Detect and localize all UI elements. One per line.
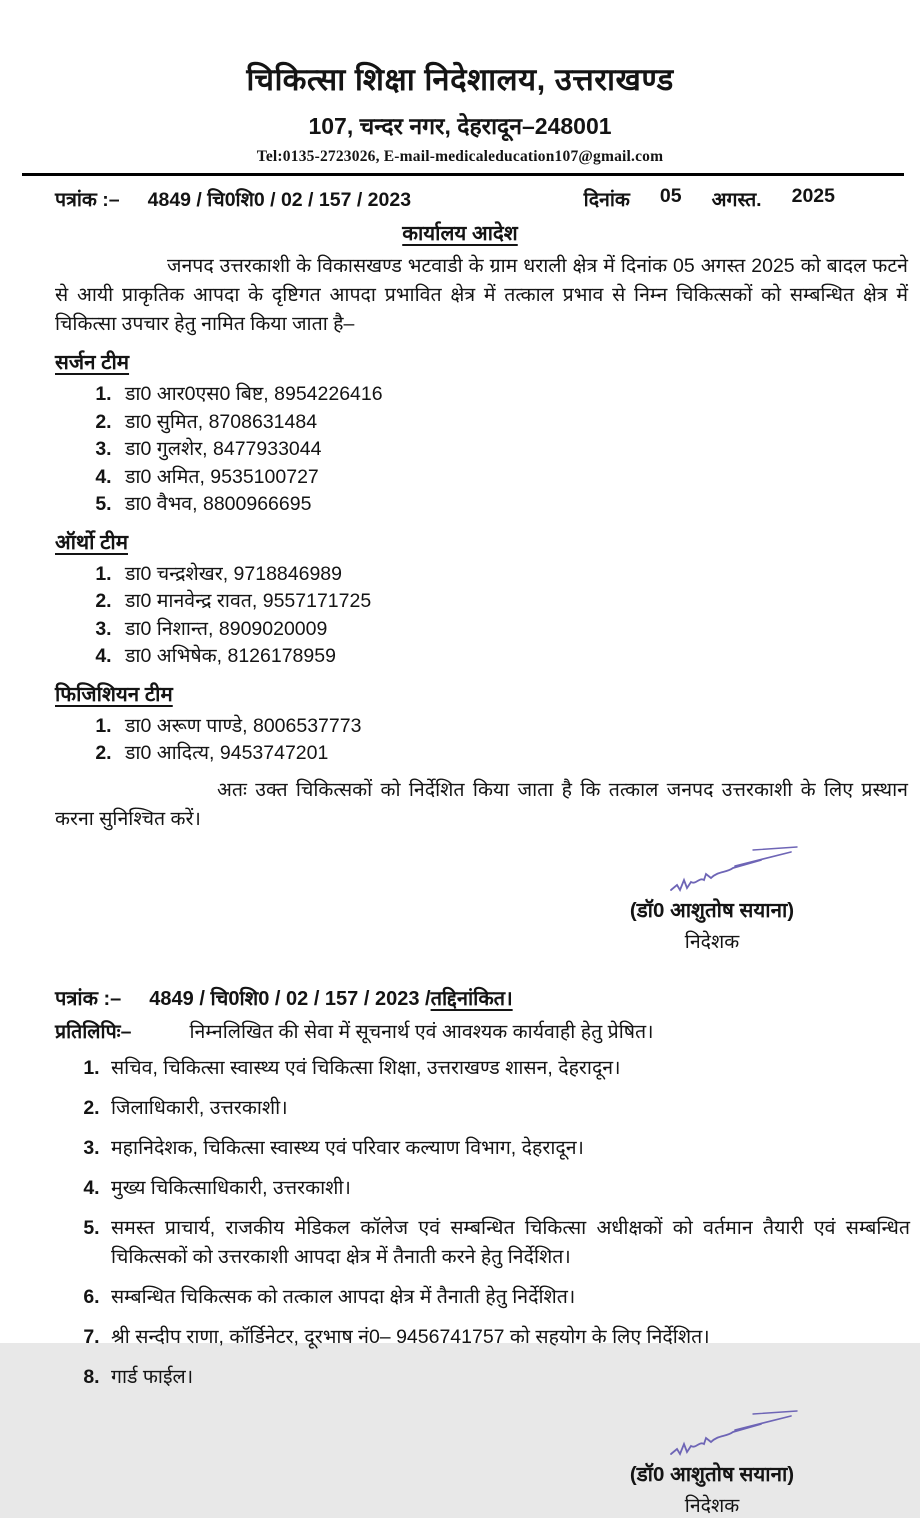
recipient-list [55, 1054, 910, 1392]
signature-block-top [582, 844, 842, 954]
team-member-list [55, 561, 920, 671]
team-member-list [55, 713, 920, 768]
team-heading: सर्जन टीम [55, 351, 130, 374]
recipient-item: 4. मुख्य चिकित्साधिकारी, उत्तरकाशी। [105, 1174, 910, 1203]
organization-contact: Tel:0135-2723026, E-mail-medicaleducation107@gmail.com [256, 148, 664, 165]
team-section-physician [55, 671, 920, 768]
date-day: 05 [659, 185, 682, 207]
copy-intro-text: निम्नलिखित की सेवा में सूचनार्थ एवं आवश्यक कार्यवाही हेतु प्रेषित। [189, 1020, 654, 1043]
signature-block-bottom [582, 1408, 842, 1518]
team-member: 2. डा0 मानवेन्द्र रावत, 9557171725 [117, 588, 920, 616]
team-member: 4. डा0 अभिषेक, 8126178959 [117, 643, 920, 671]
letterhead-divider [22, 173, 904, 176]
reference-number: 4849 / चि0शि0 / 02 / 157 / 2023 [147, 189, 412, 211]
team-member: 4. डा0 अमित, 9535100727 [117, 464, 920, 492]
team-heading: ऑर्थो टीम [55, 530, 128, 554]
letterhead [0, 0, 920, 166]
team-member: 2. डा0 आदित्य, 9453747201 [117, 740, 920, 768]
team-member: 3. डा0 निशान्त, 8909020009 [117, 616, 920, 644]
order-title: कार्यालय आदेश [402, 222, 518, 245]
team-member-list [55, 381, 920, 519]
signatory-name: (डॉ0 आशुतोष सयाना) [629, 1462, 795, 1486]
order-body-paragraph: जनपद उत्तरकाशी के विकासखण्ड भटवाडी के ग्राम धराली क्षेत्र में दिनांक 05 अगस्त 2025 को बादल फटने से आयी प्राकृतिक आपदा के दृष्टिगत आपदा प्रभावित क्षेत्र में तत्काल प्रभाव से निम्न चिकित्सकों को सम्बन्धित क्षेत्र में चिकित्सा उपचार हेतु नामित किया जाता है– [55, 255, 908, 335]
recipient-item: 3. महानिदेशक, चिकित्सा स्वास्थ्य एवं परिवार कल्याण विभाग, देहरादून। [105, 1134, 910, 1163]
team-section-surgeon [55, 339, 920, 519]
date-year: 2025 [791, 185, 835, 207]
copy-label: प्रतिलिपिः– [55, 1020, 132, 1043]
copy-intro-row [55, 1017, 908, 1044]
reference-row [55, 185, 835, 212]
reference-label: पत्रांक :– [55, 189, 120, 211]
date-group [584, 185, 835, 212]
organization-address: 107, चन्दर नगर, देहरादून–248001 [308, 113, 612, 139]
team-member: 1. डा0 अरूण पाण्डे, 8006537773 [117, 713, 920, 741]
signatory-designation: निदेशक [684, 930, 740, 953]
signature-scribble-icon [663, 844, 813, 900]
recipient-item: 6. सम्बन्धित चिकित्सक को तत्काल आपदा क्षेत्र में तैनाती हेतु निर्देशित। [105, 1283, 910, 1312]
signatory-name: (डॉ0 आशुतोष सयाना) [629, 898, 795, 922]
recipient-item: 5. समस्त प्राचार्य, राजकीय मेडिकल कॉलेज एवं सम्बन्धित चिकित्सा अधीक्षकों को वर्तमान तैयारी एवं सम्बन्धित चिकित्सकों को उत्तरकाशी आपदा क्षेत्र में तैनाती करने हेतु निर्देशित। [105, 1214, 910, 1272]
copy-reference-row [55, 984, 835, 1011]
signature-scribble-icon [663, 1408, 813, 1464]
directive-paragraph: अतः उक्त चिकित्सकों को निर्देशित किया जाता है कि तत्काल जनपद उत्तरकाशी के लिए प्रस्थान करना सुनिश्चित करें। [55, 778, 908, 830]
team-member: 2. डा0 सुमित, 8708631484 [117, 409, 920, 437]
team-member: 5. डा0 वैभव, 8800966695 [117, 491, 920, 519]
team-member: 1. डा0 चन्द्रशेखर, 9718846989 [117, 561, 920, 589]
order-title-wrap [0, 219, 920, 247]
recipient-item: 7. श्री सन्दीप राणा, कॉर्डिनेटर, दूरभाष नं0– 9456741757 को सहयोग के लिए निर्देशित। [105, 1323, 910, 1352]
signatory-designation: निदेशक [684, 1494, 740, 1517]
copy-reference-number: 4849 / चि0शि0 / 02 / 157 / 2023 / [149, 987, 431, 1010]
organization-name: चिकित्सा शिक्षा निदेशालय, उत्तराखण्ड [246, 62, 674, 97]
date-label: दिनांक [583, 189, 630, 211]
copy-reference-label: पत्रांक :– [55, 987, 122, 1010]
recipient-item: 8. गार्ड फाईल। [105, 1363, 910, 1392]
recipient-item: 1. सचिव, चिकित्सा स्वास्थ्य एवं चिकित्सा शिक्षा, उत्तराखण्ड शासन, देहरादून। [105, 1054, 910, 1083]
team-member: 3. डा0 गुलशेर, 8477933044 [117, 436, 920, 464]
team-section-ortho [55, 519, 920, 671]
date-month: अगस्त. [711, 189, 762, 211]
copy-reference-suffix: तद्दिनांकित। [430, 987, 513, 1010]
team-heading: फिजिशियन टीम [55, 682, 173, 706]
recipient-item: 2. जिलाधिकारी, उत्तरकाशी। [105, 1094, 910, 1123]
team-member: 1. डा0 आर0एस0 बिष्ट, 8954226416 [117, 381, 920, 409]
